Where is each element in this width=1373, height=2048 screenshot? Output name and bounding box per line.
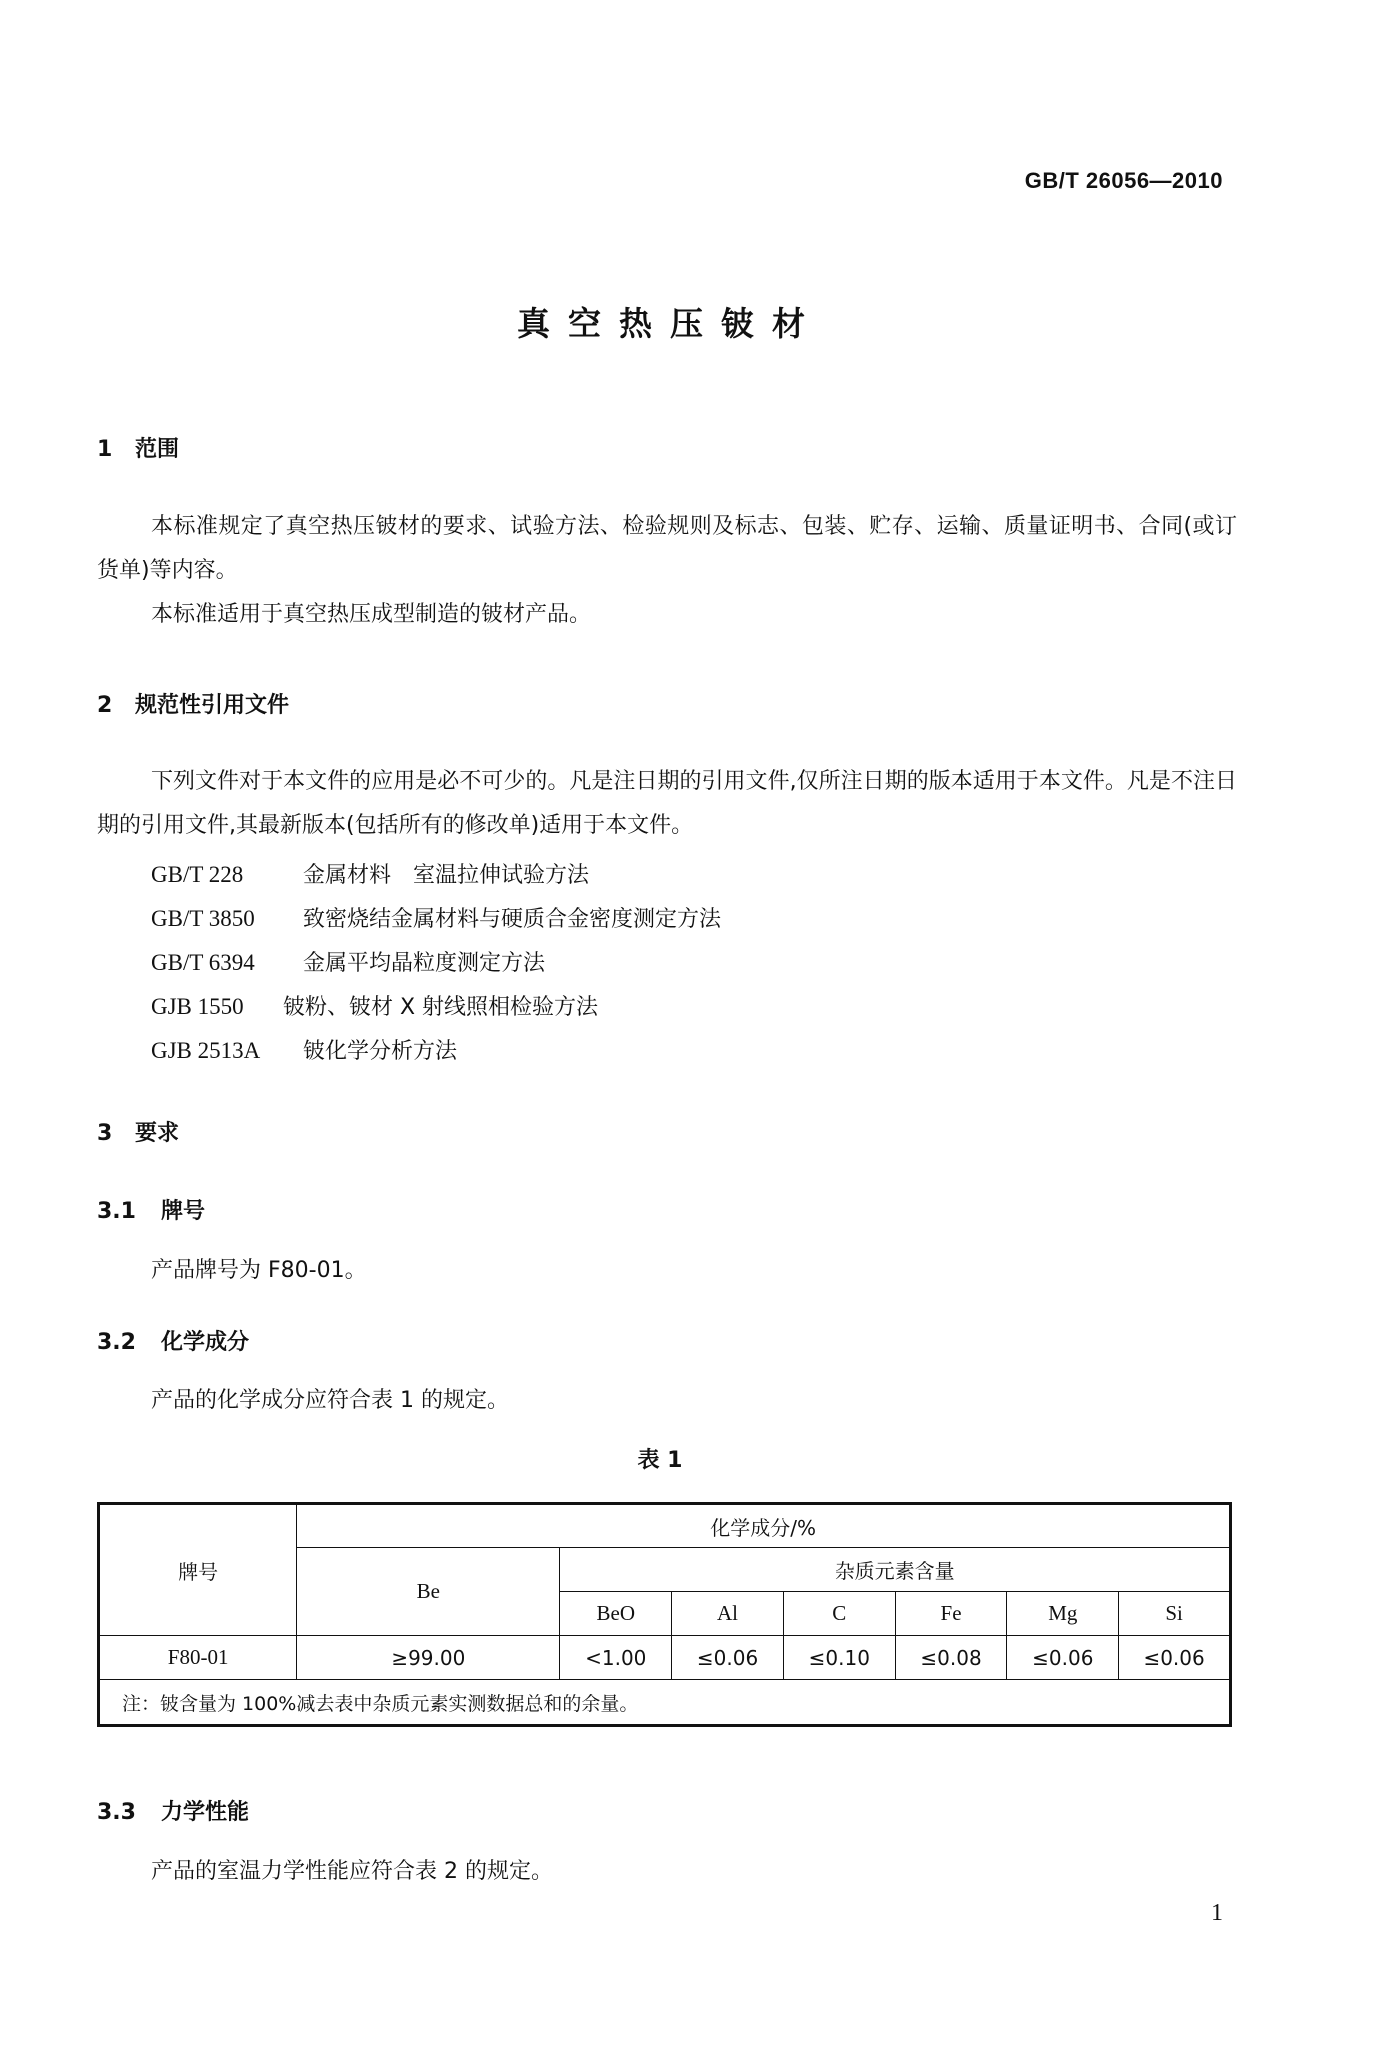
section-number: 3	[97, 1121, 113, 1146]
table-row	[99, 1636, 1231, 1680]
section-title: 范围	[135, 437, 180, 462]
table-note-row	[99, 1680, 1231, 1726]
page-number: 1	[1211, 1900, 1223, 1926]
section-3-2-text: 产品的化学成分应符合表 1 的规定。	[151, 1388, 509, 1413]
impurity-col-header: Fe	[895, 1592, 1007, 1636]
impurity-header: 杂质元素含量	[560, 1548, 1231, 1592]
section-title: 规范性引用文件	[135, 693, 290, 718]
impurity-col-header: Mg	[1007, 1592, 1119, 1636]
impurity-cell: ≤0.06	[1007, 1636, 1119, 1680]
normative-refs-intro: 下列文件对于本文件的应用是必不可少的。凡是注日期的引用文件,仅所注日期的版本适用于本文件。凡是不注日期的引用文件,其最新版本(包括所有的修改单)适用于本文件。	[97, 769, 1237, 838]
reference-code: GJB 1550	[151, 994, 244, 1019]
reference-item	[151, 1034, 457, 1065]
section-3-3-text: 产品的室温力学性能应符合表 2 的规定。	[151, 1859, 553, 1884]
table-header-row	[99, 1504, 1231, 1548]
section-number: 3.2	[97, 1330, 136, 1355]
reference-code: GB/T 3850	[151, 906, 255, 931]
impurity-col-header: Al	[672, 1592, 784, 1636]
section-2-heading	[97, 688, 289, 719]
scope-paragraph-2: 本标准适用于真空热压成型制造的铍材产品。	[151, 602, 592, 627]
be-header: Be	[297, 1548, 560, 1636]
document-title: 真空热压铍材	[517, 304, 823, 343]
section-number: 1	[97, 437, 113, 462]
section-3-1-text: 产品牌号为 F80-01。	[151, 1258, 367, 1283]
impurity-col-header: BeO	[560, 1592, 672, 1636]
reference-item	[151, 990, 598, 1021]
reference-item	[151, 858, 589, 889]
section-3-1-heading	[97, 1194, 205, 1225]
impurity-cell: <1.00	[560, 1636, 672, 1680]
table-note: 注：铍含量为 100%减去表中杂质元素实测数据总和的余量。	[99, 1680, 1231, 1726]
section-3-heading	[97, 1116, 179, 1147]
reference-code: GB/T 228	[151, 862, 244, 887]
reference-title: 铍粉、铍材 X 射线照相检验方法	[283, 995, 599, 1020]
section-number: 2	[97, 693, 113, 718]
section-title: 要求	[135, 1121, 180, 1146]
impurity-cell: ≤0.08	[895, 1636, 1007, 1680]
scope-paragraph-1: 本标准规定了真空热压铍材的要求、试验方法、检验规则及标志、包装、贮存、运输、质量证明书、合同(或订货单)等内容。	[97, 514, 1237, 583]
impurity-cell: ≤0.10	[783, 1636, 895, 1680]
section-title: 化学成分	[161, 1330, 250, 1355]
be-cell: ≥99.00	[297, 1636, 560, 1680]
section-title: 牌号	[161, 1199, 206, 1224]
impurity-col-header: Si	[1119, 1592, 1231, 1636]
grade-cell: F80-01	[99, 1636, 297, 1680]
reference-title: 铍化学分析方法	[303, 1039, 458, 1064]
standard-code: GB/T 26056—2010	[1024, 168, 1223, 193]
reference-title: 金属材料 室温拉伸试验方法	[303, 863, 590, 888]
chem-composition-header: 化学成分/%	[297, 1504, 1231, 1548]
section-1-heading	[97, 432, 179, 463]
table-1-caption: 表 1	[637, 1448, 683, 1473]
reference-code: GJB 2513A	[151, 1038, 261, 1063]
impurity-cell: ≤0.06	[672, 1636, 784, 1680]
section-number: 3.1	[97, 1199, 136, 1224]
reference-title: 金属平均晶粒度测定方法	[303, 951, 546, 976]
reference-code: GB/T 6394	[151, 950, 255, 975]
chemical-composition-table	[97, 1502, 1232, 1727]
impurity-cell: ≤0.06	[1119, 1636, 1231, 1680]
section-3-2-heading	[97, 1325, 249, 1356]
section-3-3-heading	[97, 1795, 249, 1826]
grade-header: 牌号	[99, 1504, 297, 1636]
impurity-col-header: C	[783, 1592, 895, 1636]
reference-item	[151, 946, 545, 977]
reference-item	[151, 902, 721, 933]
section-number: 3.3	[97, 1800, 136, 1825]
reference-title: 致密烧结金属材料与硬质合金密度测定方法	[303, 907, 722, 932]
section-title: 力学性能	[161, 1800, 250, 1825]
